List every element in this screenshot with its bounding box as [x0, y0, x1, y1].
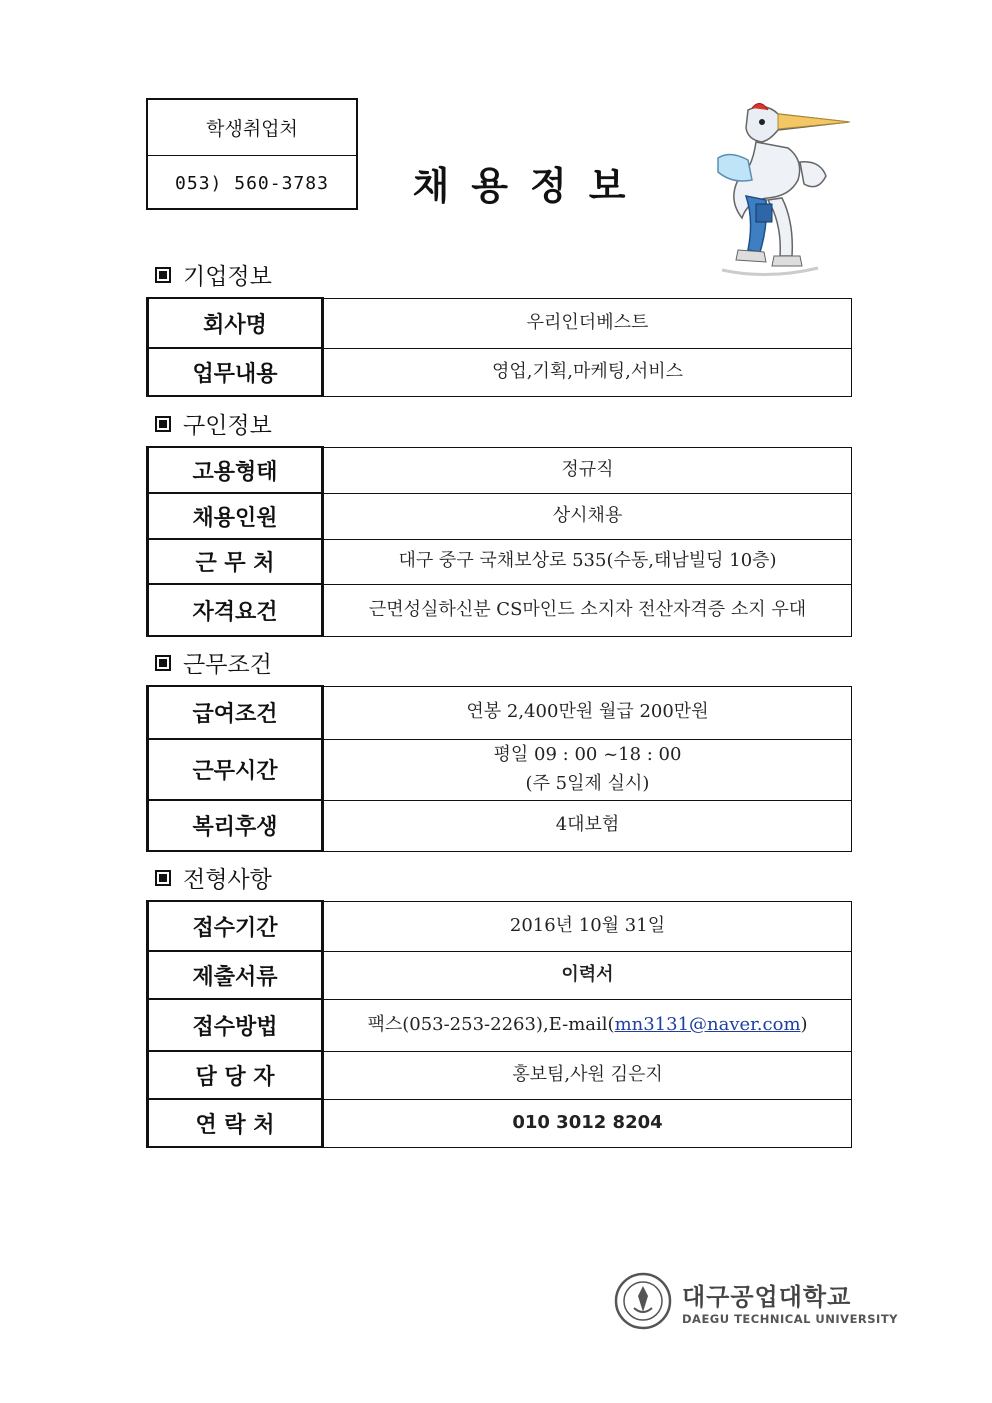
row-label: 채용인원 — [148, 493, 323, 539]
table-row — [148, 539, 852, 584]
row-label: 근 무 처 — [148, 539, 323, 584]
contact-box — [146, 98, 358, 210]
table-row — [148, 493, 852, 539]
row-value: 정규직 — [323, 447, 852, 493]
row-value: 우리인더베스트 — [323, 298, 852, 348]
table-row — [148, 447, 852, 493]
section-title-text: 구인정보 — [183, 413, 272, 439]
table-row — [148, 999, 852, 1051]
square-bullet-icon — [155, 267, 171, 283]
table-row — [148, 348, 852, 396]
university-logo — [614, 1272, 898, 1330]
square-bullet-icon — [155, 655, 171, 671]
mascot-illustration — [708, 100, 858, 285]
table-row — [148, 951, 852, 999]
row-value: 2016년 10월 31일 — [323, 901, 852, 951]
apply-method-suffix: ) — [800, 1013, 808, 1035]
page-title: 채용정보 — [412, 164, 648, 208]
row-label: 복리후생 — [148, 800, 323, 851]
row-value: 이력서 — [323, 951, 852, 999]
row-value — [323, 739, 852, 800]
table-row — [148, 686, 852, 739]
table-row — [148, 800, 852, 851]
row-value: 대구 중구 국채보상로 535(수동,태남빌딩 10층) — [323, 539, 852, 584]
contact-phone: 053) 560-3783 — [148, 155, 356, 211]
row-label: 접수기간 — [148, 901, 323, 951]
row-value: 010 3012 8204 — [323, 1099, 852, 1147]
table-row — [148, 901, 852, 951]
job-table — [146, 446, 852, 637]
square-bullet-icon — [155, 870, 171, 886]
row-label: 업무내용 — [148, 348, 323, 396]
row-value: 홍보팀,사원 김은지 — [323, 1051, 852, 1099]
row-label: 회사명 — [148, 298, 323, 348]
university-name-ko: 대구공업대학교 — [682, 1282, 852, 1311]
row-value: 영업,기획,마케팅,서비스 — [323, 348, 852, 396]
row-label: 급여조건 — [148, 686, 323, 739]
screening-table — [146, 900, 852, 1148]
square-bullet-icon — [155, 416, 171, 432]
row-label: 접수방법 — [148, 999, 323, 1051]
company-table — [146, 297, 852, 397]
section-title-text: 전형사항 — [183, 867, 272, 893]
section-title-conditions — [155, 646, 272, 679]
section-title-text: 근무조건 — [183, 652, 272, 678]
university-seal-icon — [614, 1272, 672, 1330]
apply-method-prefix: 팩스(053-253-2263),E-mail( — [367, 1013, 615, 1035]
section-title-job — [155, 407, 272, 440]
university-name-en: DAEGU TECHNICAL UNIVERSITY — [682, 1311, 899, 1326]
row-value: 연봉 2,400만원 월급 200만원 — [323, 686, 852, 739]
row-value: 상시채용 — [323, 493, 852, 539]
row-label: 자격요건 — [148, 584, 323, 636]
section-title-screening — [155, 861, 272, 894]
row-value: 근면성실하신분 CS마인드 소지자 전산자격증 소지 우대 — [323, 584, 852, 636]
section-title-company — [155, 258, 272, 291]
row-value: 4대보험 — [323, 800, 852, 851]
email-link[interactable]: mn3131@naver.com — [614, 1013, 801, 1035]
row-value — [323, 999, 852, 1051]
conditions-table — [146, 685, 852, 852]
row-label: 고용형태 — [148, 447, 323, 493]
row-label: 담 당 자 — [148, 1051, 323, 1099]
table-row — [148, 298, 852, 348]
table-row — [148, 1051, 852, 1099]
row-label: 근무시간 — [148, 739, 323, 800]
work-week-line: (주 5일제 실시) — [525, 772, 650, 794]
section-title-text: 기업정보 — [183, 264, 272, 290]
table-row — [148, 739, 852, 800]
work-hours-line: 평일 09 : 00 ~18 : 00 — [493, 743, 682, 765]
contact-label: 학생취업처 — [206, 118, 298, 140]
row-label: 제출서류 — [148, 951, 323, 999]
table-row — [148, 1099, 852, 1147]
row-label: 연 락 처 — [148, 1099, 323, 1147]
table-row — [148, 584, 852, 636]
